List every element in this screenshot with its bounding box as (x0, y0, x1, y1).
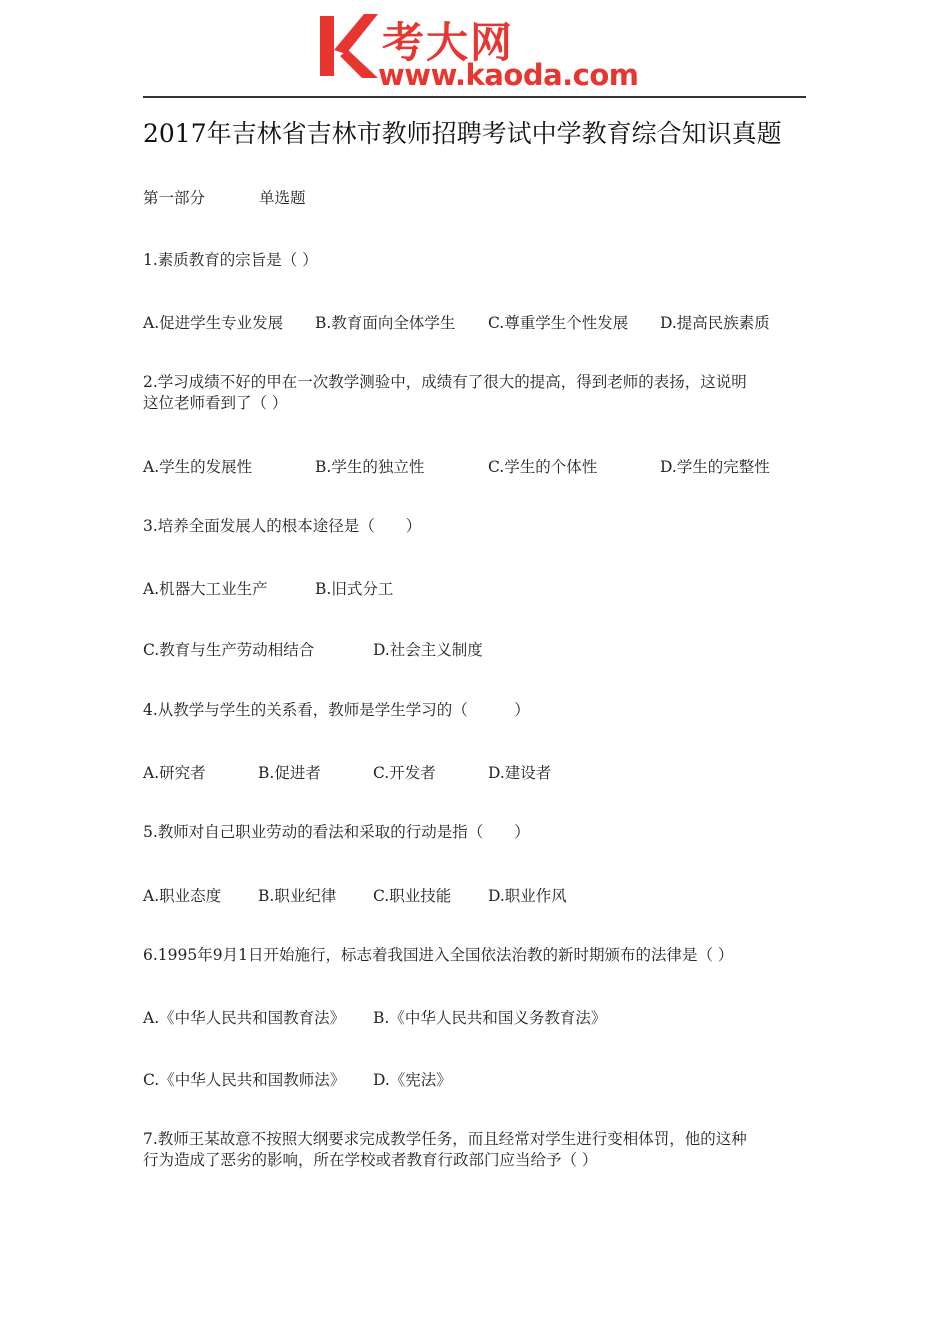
option: A.《中华人民共和国教育法》 (143, 1009, 346, 1027)
option: D.学生的完整性 (660, 458, 770, 476)
option: D.社会主义制度 (373, 641, 483, 659)
option: B.职业纪律 (258, 887, 337, 905)
question-2-stem: 2.学习成绩不好的甲在一次教学测验中，成绩有了很大的提高，得到老师的表扬，这说明 (143, 373, 747, 391)
option: A.机器大工业生产 (143, 580, 268, 598)
question-6-options (143, 1006, 823, 1028)
question-4-stem: 4.从教学与学生的关系看，教师是学生学习的（ ） (143, 701, 530, 719)
option: C.《中华人民共和国教师法》 (143, 1071, 346, 1089)
option: B.旧式分工 (315, 580, 394, 598)
question-3-options (143, 638, 823, 660)
option: B.《中华人民共和国义务教育法》 (373, 1009, 607, 1027)
question-7-stem: 7.教师王某故意不按照大纲要求完成教学任务，而且经常对学生进行变相体罚，他的这种 (143, 1130, 747, 1148)
option: D.职业作风 (488, 887, 567, 905)
logo-url-text: www.kaoda.com (378, 58, 639, 92)
option: B.促进者 (258, 764, 321, 782)
option: A.促进学生专业发展 (143, 314, 284, 332)
option: A.研究者 (143, 764, 206, 782)
option: C.开发者 (373, 764, 436, 782)
option: D.提高民族素质 (660, 314, 770, 332)
question-2-stem: 这位老师看到了（ ） (143, 394, 288, 412)
option: C.职业技能 (373, 887, 452, 905)
question-4-options (143, 761, 823, 783)
option: D.《宪法》 (373, 1071, 452, 1089)
question-1-stem: 1.素质教育的宗旨是（ ） (143, 251, 318, 269)
logo-chinese-text: 考大网 (382, 18, 515, 67)
question-3-options (143, 577, 823, 599)
question-6-stem: 6.1995年9月1日开始施行，标志着我国进入全国依法治教的新时期颁布的法律是（ ） (143, 946, 734, 964)
option: B.学生的独立性 (315, 458, 425, 476)
header-divider (143, 96, 806, 98)
question-5-stem: 5.教师对自己职业劳动的看法和采取的行动是指（ ） (143, 823, 530, 841)
question-2-options (143, 455, 823, 477)
option: A.学生的发展性 (143, 458, 253, 476)
k-mark-icon (318, 12, 384, 82)
section-heading (143, 188, 306, 209)
kaoda-logo (318, 12, 648, 92)
document-title: 2017年吉林省吉林市教师招聘考试中学教育综合知识真题 (143, 119, 782, 148)
question-7-stem: 行为造成了恶劣的影响，所在学校或者教育行政部门应当给予（ ） (143, 1151, 598, 1169)
option: D.建设者 (488, 764, 552, 782)
option: A.职业态度 (143, 887, 222, 905)
section-part: 第一部分 (143, 189, 206, 207)
question-1-options (143, 311, 823, 333)
section-type: 单选题 (259, 189, 306, 207)
option: C.尊重学生个性发展 (488, 314, 629, 332)
option: C.学生的个体性 (488, 458, 598, 476)
option: C.教育与生产劳动相结合 (143, 641, 315, 659)
question-3-stem: 3.培养全面发展人的根本途径是（ ） (143, 517, 422, 535)
question-6-options (143, 1068, 823, 1090)
question-5-options (143, 884, 823, 906)
option: B.教育面向全体学生 (315, 314, 456, 332)
